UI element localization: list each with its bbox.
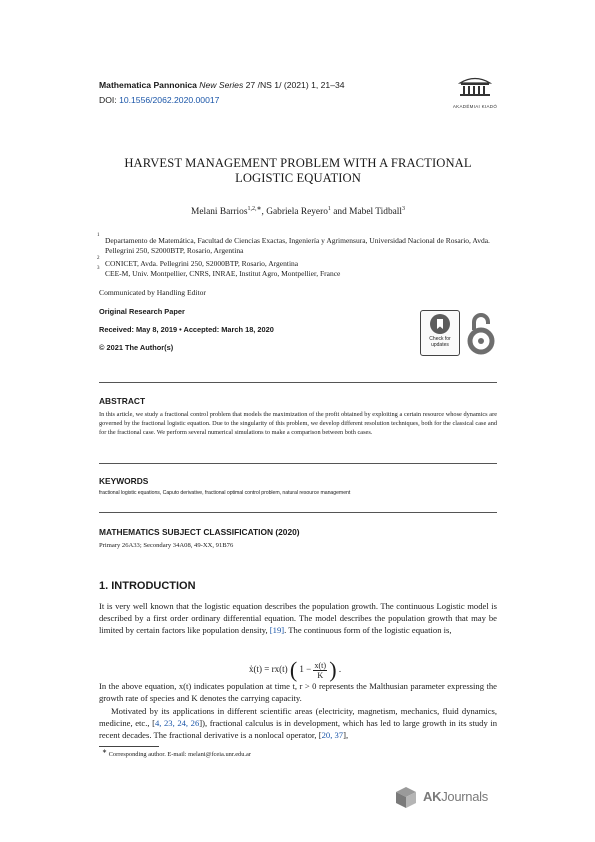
- bookmark-icon: [430, 314, 450, 334]
- paragraph-text: . The continuous form of the logistic equation is,: [284, 625, 452, 636]
- copyright: © 2021 The Author(s): [99, 343, 174, 352]
- fraction-numerator: x(t): [314, 660, 327, 670]
- affiliation-text: CONICET, Avda. Pellegrini 250, S2000BTP, Rosario, Argentina: [105, 259, 299, 268]
- author-marks: 3: [402, 205, 406, 212]
- journal-series: New Series: [199, 80, 244, 90]
- publisher-logo-text: AKADÉMIAI KIADÓ: [452, 104, 498, 109]
- affiliation-text: Departamento de Matemática, Facultad de Ciencias Exactas, Ingeniería y Agrimensura, Universidad Nacional de Rosario, Avda. Pellegrini 250, S2000BTP, Rosario, Argentina: [105, 236, 490, 255]
- footnote-mark: ∗: [102, 748, 108, 755]
- fraction-denominator: K: [317, 670, 324, 680]
- section-divider: [99, 382, 497, 383]
- author-name: Melani Barrios: [190, 207, 248, 217]
- section-divider: [99, 463, 497, 464]
- wordmark-ak: AK: [423, 789, 442, 804]
- logistic-equation: [99, 651, 497, 681]
- intro-paragraph: [99, 600, 497, 637]
- citation-link[interactable]: [19]: [269, 625, 285, 636]
- equation-fraction: [313, 661, 327, 680]
- footnote-rule: [99, 746, 159, 747]
- volume-info: 27 /NS 1/ (2021) 1, 21–34: [245, 80, 345, 90]
- section-divider: [99, 512, 497, 513]
- abstract-heading: ABSTRACT: [99, 396, 146, 406]
- footnote: [102, 748, 251, 758]
- abstract-text: In this article, we study a fractional control problem that models the maximization of the profit obtained by exploiting a certain resource whose dynamics are governed by the fractional logistic equation. Due to the singularity of this problem, we develop different resolution techniques, both for the classical case and for the fractional case. We perform several numerical simulations to make a comparison between both cases.: [99, 411, 497, 436]
- akjournals-wordmark: [423, 789, 488, 804]
- introduction-heading: 1. INTRODUCTION: [99, 580, 196, 592]
- paragraph-text: It is very well known that the logistic equation describes the population growth. The continuous Logistic model is described by a first order ordinary differential equation. The model describes the population growth that may be limited by certain factors like population density,: [99, 601, 497, 636]
- article-type: Original Research Paper: [99, 307, 185, 316]
- intro-paragraph: In the above equation, x(t) indicates population at time t, r > 0 represents the Malthusian parameter expressing the growth rate of species and K denotes the carrying capacity.: [99, 681, 497, 704]
- akjournals-logo: [392, 783, 502, 813]
- author-separator: and: [330, 207, 350, 217]
- equation-paren: ): [329, 657, 337, 682]
- affiliation-text: CEE-M, Univ. Montpellier, CNRS, INRAE, Institut Agro, Montpellier, France: [105, 269, 341, 278]
- affiliation: 2 CONICET, Avda. Pellegrini 250, S2000BTP, Rosario, Argentina: [99, 259, 497, 269]
- journal-citation-line: [99, 80, 345, 90]
- paragraph-text: ]), fractional calculus is in development, which has led to large growth in its study in recent decades. The fractional derivative is a nonlocal operator, [: [99, 718, 498, 741]
- author-list: [99, 207, 497, 217]
- open-access-icon: [466, 308, 496, 358]
- paper-title: HARVEST MANAGEMENT PROBLEM WITH A FRACTIONAL LOGISTIC EQUATION: [124, 156, 472, 185]
- paragraph-text: ],: [343, 730, 349, 741]
- publisher-logo: [450, 74, 500, 108]
- doi-link[interactable]: 10.1556/2062.2020.00017: [119, 95, 220, 105]
- check-for-updates-badge[interactable]: [420, 310, 460, 356]
- paragraph-text: Motivated by its applications in different scientific areas (electricity, magnetism, mechanics, fluid dynamics, medicine, etc., [: [99, 706, 497, 729]
- equation-end: .: [338, 664, 342, 675]
- check-for-updates-label: Check for updates: [429, 336, 451, 348]
- intro-paragraph: [99, 705, 497, 742]
- citation-link[interactable]: 4, 23, 24, 26: [154, 718, 200, 729]
- affiliation: 3 CEE-M, Univ. Montpellier, CNRS, INRAE, Institut Agro, Montpellier, France: [99, 269, 497, 279]
- author-marks: 1: [327, 205, 331, 212]
- book-stack-icon: [392, 783, 420, 811]
- journal-name: Mathematica Pannonica: [99, 80, 197, 90]
- author-separator: ,: [261, 207, 267, 217]
- doi-label: DOI:: [99, 95, 117, 105]
- keywords-text: fractional logistic equations, Caputo derivative, fractional optimal control problem, natural resource management: [99, 490, 351, 496]
- footnote-text: Corresponding author. E-mail: melani@fceia.unr.edu.ar: [108, 751, 251, 758]
- msc-text: Primary 26A33; Secondary 34A08, 49-XX, 91B76: [99, 542, 234, 549]
- author-marks: 1,2,∗: [247, 205, 262, 212]
- keywords-heading: KEYWORDS: [99, 476, 149, 486]
- doi-line: [99, 95, 219, 105]
- msc-heading: MATHEMATICS SUBJECT CLASSIFICATION (2020): [99, 527, 300, 537]
- building-icon: [457, 74, 493, 98]
- wordmark-journals: Journals: [441, 789, 488, 804]
- equation-paren: (: [289, 657, 298, 682]
- communicated-by: Communicated by Handling Editor: [99, 288, 206, 297]
- citation-link[interactable]: 20, 37: [321, 730, 344, 741]
- author-name: Mabel Tidball: [349, 207, 403, 217]
- article-dates: Received: May 8, 2019 • Accepted: March 18, 2020: [99, 325, 274, 334]
- equation-lhs: ẋ(t) = rx(t): [249, 664, 288, 675]
- equation-one-minus: 1 −: [299, 664, 312, 675]
- affiliation: 1 Departamento de Matemática, Facultad de Ciencias Exactas, Ingeniería y Agrimensura, Universidad Nacional de Rosario, Avda. Pellegrini 250, S2000BTP, Rosario, Argentina: [99, 236, 497, 256]
- author-name: Gabriela Reyero: [266, 207, 328, 217]
